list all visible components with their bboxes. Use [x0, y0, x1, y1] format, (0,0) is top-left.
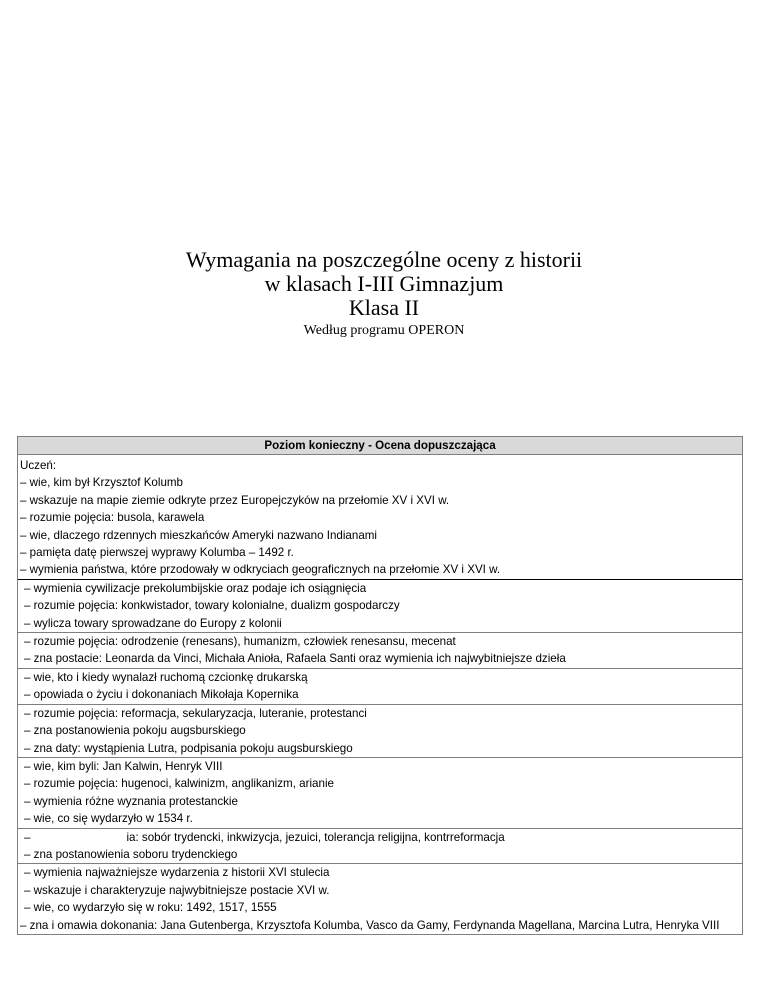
list-item: – rozumie pojęcia: busola, karawela	[20, 511, 205, 525]
list-item: – wie, kim byli: Jan Kalwin, Henryk VIII	[24, 759, 223, 773]
table-header: Poziom konieczny - Ocena dopuszczająca	[18, 437, 742, 455]
group-4	[18, 704, 742, 757]
list-item: – wie, kim był Krzysztof Kolumb	[20, 476, 184, 490]
dash-mark: –	[24, 830, 31, 844]
list-item: – rozumie pojęcia: odrodzenie (renesans), humanizm, człowiek renesansu, mecenat	[24, 635, 456, 649]
list-item: – rozumie pojęcia: reformacja, sekularyzacja, luteranie, protestanci	[24, 706, 367, 720]
list-item: – wie, kto i kiedy wynalazł ruchomą czcionkę drukarską	[24, 670, 308, 684]
list-item: – rozumie pojęcia: hugenoci, kalwinizm, anglikanizm, arianie	[24, 777, 334, 791]
final-section	[18, 917, 742, 934]
requirements-table	[17, 436, 743, 935]
list-item: – wie, dlaczego rdzennych mieszkańców Ameryki nazwano Indianami	[20, 528, 378, 542]
list-item: – zna postacie: Leonarda da Vinci, Michała Anioła, Rafaela Santi oraz wymienia ich najwybitniejsze dzieła	[24, 652, 566, 666]
document-title-block	[0, 248, 768, 340]
list-item: – zna i omawia dokonania: Jana Gutenberga, Krzysztofa Kolumba, Vasco da Gamy, Ferdynanda Magellana, Marcina Lutra, Henryka VIII	[20, 918, 720, 932]
list-item: – wie, co wydarzyło się w roku: 1492, 1517, 1555	[24, 901, 277, 915]
list-item: – wie, co się wydarzyło w 1534 r.	[24, 812, 193, 826]
list-item: – wymienia cywilizacje prekolumbijskie oraz podaje ich osiągnięcia	[24, 581, 367, 595]
list-item: – wymienia najważniejsze wydarzenia z historii XVI stulecia	[24, 866, 330, 880]
list-item: Uczeń:	[20, 459, 57, 472]
group-6	[18, 828, 742, 864]
list-item: – rozumie pojęcia: konkwistador, towary kolonialne, dualizm gospodarczy	[24, 599, 400, 613]
list-item: – wskazuje na mapie ziemie odkryte przez Europejczyków na przełomie XV i XVI w.	[20, 493, 450, 507]
partial-text: ia: sobór trydencki, inkwizycja, jezuici, tolerancja religijna, kontrreformacja	[126, 830, 505, 844]
list-item: – pamięta datę pierwszej wyprawy Kolumba – 1492 r.	[20, 546, 294, 560]
group-2	[18, 632, 742, 668]
intro-section	[18, 455, 742, 579]
group-1	[18, 579, 742, 632]
list-item: – zna daty: wystąpienia Lutra, podpisania pokoju augsburskiego	[24, 741, 353, 755]
subtitle: Według programu OPERON	[303, 323, 465, 338]
group-3	[18, 668, 742, 704]
list-item: – zna postanowienia soboru trydenckiego	[24, 847, 238, 861]
list-item: – opowiada o życiu i dokonaniach Mikołaja Kopernika	[24, 688, 299, 702]
list-item: – wskazuje i charakteryzuje najwybitniejsze postacie XVI w.	[24, 883, 330, 897]
list-item: – zna postanowienia pokoju augsburskiego	[24, 724, 246, 738]
group-7	[18, 863, 742, 916]
list-item: – wylicza towary sprowadzane do Europy z kolonii	[24, 616, 282, 630]
list-item	[24, 829, 742, 846]
list-item: – wymienia różne wyznania protestanckie	[24, 794, 238, 808]
title-line-1: Wymagania na poszczególne oceny z historii	[185, 247, 583, 272]
title-line-3: Klasa II	[348, 295, 420, 320]
title-line-2: w klasach I-III Gimnazjum	[264, 271, 504, 296]
list-item: – wymienia państwa, które przodowały w odkryciach geograficznych na przełomie XV i XVI w.	[20, 563, 501, 577]
group-5	[18, 757, 742, 828]
